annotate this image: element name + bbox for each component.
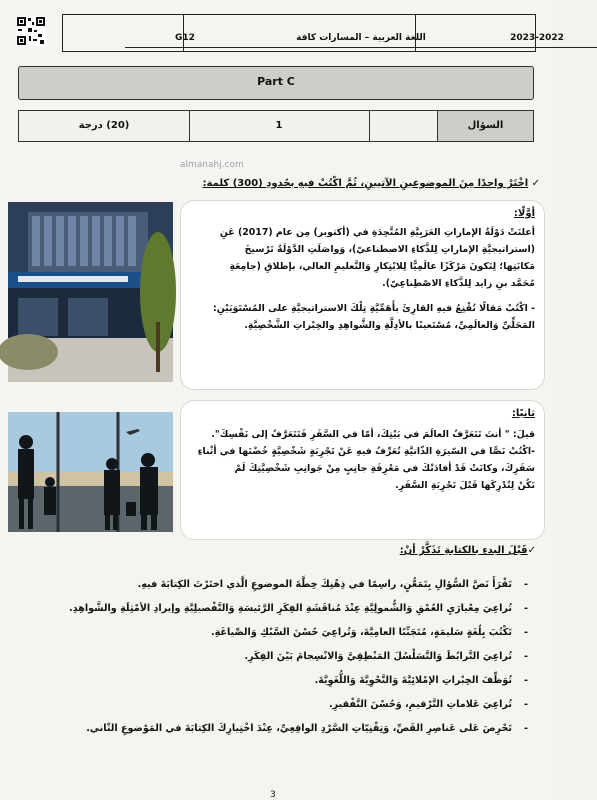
qr-code-icon: [16, 16, 46, 46]
guideline-item: - تَحْرِصَ عَلى عَناصِرِ القَصِّ، وَتِقْنِيّاتِ السَّرْدِ الواقِعِيِّ، عِنْدَ اخْتِيارِكَ الكِتابَةَ في المَوْضوعِ الثّاني.: [30, 719, 530, 743]
question-row: [18, 110, 534, 142]
header-table: [62, 14, 564, 52]
guidelines-list: [30, 575, 530, 743]
question-number: 1: [275, 120, 283, 131]
topic-2-line-1: قيلَ: " أنتَ تَتَعَرَّفُ العالَمَ في بَيْتِكَ، أمّا في السَّفَرِ فَتَتَعَرَّفُ إلى نَفْسِكَ".: [211, 429, 535, 440]
topic-1-line-6: المَحَلِّيِّ وَالعالَمِيِّ، مُسْتَعينًا بالأدِلَّةِ والشَّواهِدِ والخِبْراتِ الشَّخْصِيَّةِ.: [244, 320, 535, 331]
topic-1-line-5: - اكْتُبْ مَقالًا تُقْنِعُ فيهِ القارِئَ بأَهَمِّيَّةِ تِلْكَ الاستراتيجيَّةِ على المُسْتَوَيَيْنِ:: [213, 303, 535, 314]
header-year: 2023-2022: [510, 33, 564, 43]
topic-1-card: [180, 200, 545, 390]
topic-1-line-3: مَكانَتِها؛ لِتَكونَ مَرْكَزًا عالَمِيًّا لِلابْتِكارِ وَالتَّعليمِ العالي، بإطلاقِ (جامِعَةِ: [229, 261, 535, 272]
airport-photo: [8, 412, 173, 532]
instruction-text: اخْتَرْ واحدًا مِنَ الموضوعينِ الآتيينِ، ثُمَّ اكْتُبْ فيهِ بحُدودِ (300) كلمة:: [202, 178, 529, 189]
check-icon: ✓: [527, 545, 536, 556]
part-title-banner: [18, 66, 534, 100]
guideline-item: - تَكْتُبَ بِلُغَةٍ سَليمَةٍ، مُتَجَنِّبًا العامِيَّةَ، وَتُراعِيَ حُسْنَ السَّبْكِ وَالصِّياغَةِ.: [30, 623, 530, 647]
header-subject: اللغة العربية – المسارات كافة: [296, 33, 426, 43]
guideline-item: - تُراعِيَ التَّرابُطَ وَالتَّسَلْسُلَ المَنْطِقِيَّ وَالانْسِجامَ بَيْنَ الفِكَرِ.: [30, 647, 530, 671]
topic-2-line-2: -اكْتُبْ نَصًّا في السّيرَةِ الذّاتيَّةِ تُعَرِّفُ فيهِ عَنْ تَجْرِبَةٍ شَخْصِيَّةٍ خُضْتَها في أثْناءِ: [197, 446, 535, 457]
building-photo: [8, 202, 173, 382]
check-icon: ✓: [528, 178, 540, 189]
watermark: almanahj.com: [180, 160, 244, 170]
question-label: السؤال: [437, 111, 533, 141]
topic-1-line-4: مُحَمَّد بنِ زايد لِلذَّكاءِ الاصْطِناعِيّ).: [382, 278, 535, 289]
topic-1-title: أوَّلًا:: [513, 208, 535, 219]
topic-1-line-2: (استراتيجيَّةِ الإماراتِ لِلذَّكاءِ الاصطناعيّ)، وَواصَلَتِ الدَّوْلَةُ تَرْسيخَ: [244, 244, 535, 255]
guideline-item: - تُراعِيَ مِعْيارَيِ العُمْقِ وَالشُّمولِيَّةِ عِنْدَ مُناقَشَةِ الفِكَرِ الرَّئيسَةِ وَالتَّفْصيلِيَّةِ وإيرادِ الأمْثِلَةِ والشَّواهِدِ.: [30, 599, 530, 623]
guideline-item: - تُراعِيَ عَلاماتِ التَّرْقيمِ، وَحُسْنَ التَّفْقيرِ.: [30, 695, 530, 719]
instruction: [150, 178, 540, 189]
guideline-item: - تُوَظِّفَ الخِبْراتِ الإمْلائِيَّةَ وَالنَّحْوِيَّةَ وَاللُّغَوِيَّةَ.: [30, 671, 530, 695]
guidelines-title-text: قَبْلَ البدءِ بالكتابةِ تَذَكَّرْ أنْ:: [399, 545, 528, 556]
page-number: 3: [270, 790, 276, 800]
topic-2-card: [180, 400, 545, 540]
topic-2-line-3: سَفَرِكَ، وكانَتْ قَدْ أفادَتْكَ في مَعْرِفَةِ جانِبٍ مِنْ جَوانِبِ شَخْصِيَّتِكَ لَمْ: [234, 463, 535, 474]
question-marks: (20) درجة: [19, 111, 190, 141]
part-title: Part C: [257, 75, 295, 88]
topic-2-line-4: تَكُنْ لِتُدْرِكَها قَبْلَ تَجْرِبَةِ السَّفَرِ.: [395, 480, 535, 491]
topic-2-title: ثانيًا:: [511, 408, 535, 419]
guideline-item: - تَقْرَأَ نَصَّ السُّؤالِ بِتَمَعُّنٍ، راسِمًا في ذِهْنِكَ خِطَّةَ الموضوعِ الَّذي اختَرْتَ الكِتابَةَ فيهِ.: [30, 575, 530, 599]
header-grade: G12: [175, 33, 195, 43]
topic-1-line-1: أعلنَتْ دَوْلَةُ الإماراتِ العَرَبِيَّةِ المُتَّحِدَةِ في (أكتوبر) مِن عام (2017) عَنِ: [219, 227, 535, 238]
guidelines-title: [400, 545, 536, 556]
